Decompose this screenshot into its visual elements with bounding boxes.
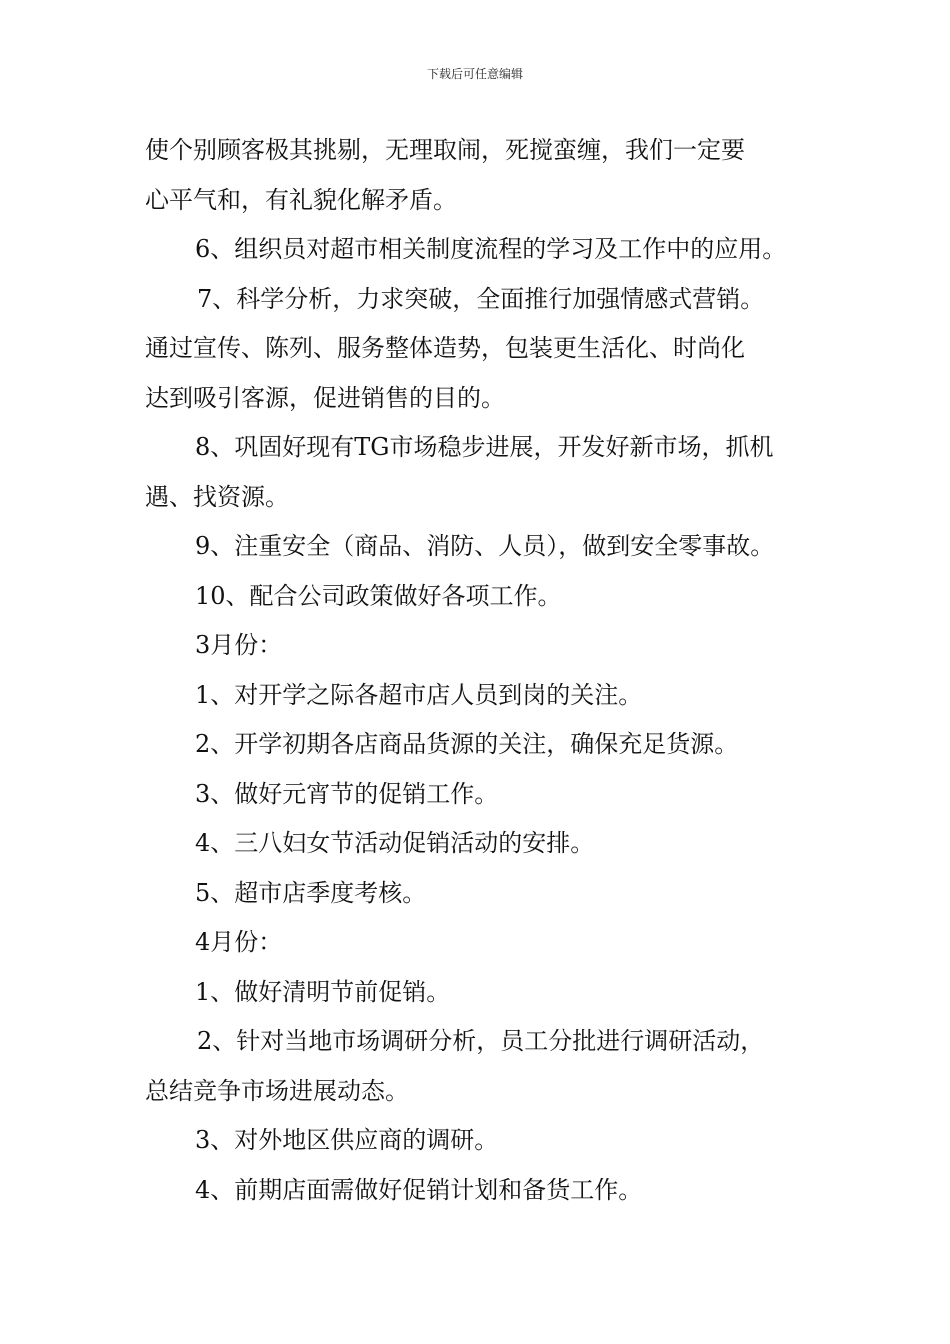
text-line: 4、三八妇女节活动促销活动的安排。: [195, 829, 595, 857]
text-line: 遇、找资源。: [145, 482, 289, 511]
text-line: 5、超市店季度考核。: [195, 878, 427, 907]
text-line: 3、做好元宵节的促销工作。: [195, 779, 499, 808]
section-heading: 4月份：: [195, 928, 283, 956]
text-line: 4、前期店面需做好促销计划和备货工作。: [195, 1175, 643, 1204]
text-line: 9、注重安全（商品、消防、人员），做到安全零事故。: [195, 532, 775, 560]
text-line: 8、巩固好现有TG市场稳步进展，开发好新市场，抓机: [195, 433, 774, 461]
text-line: 1、做好清明节前促销。: [195, 977, 451, 1006]
text-line: 2、开学初期各店商品货源的关注，确保充足货源。: [195, 730, 739, 758]
text-line: 6、组织员对超市相关制度流程的学习及工作中的应用。: [195, 235, 787, 263]
text-line: 2、针对当地市场调研分析，员工分批进行调研活动，: [197, 1027, 765, 1055]
text-line: 通过宣传、陈列、服务整体造势，包装更生活化、时尚化: [145, 334, 745, 362]
text-line: 3、对外地区供应商的调研。: [195, 1126, 499, 1154]
text-line: 7、科学分析，力求突破，全面推行加强情感式营销。: [197, 284, 765, 313]
text-line: 达到吸引客源，促进销售的目的。: [145, 383, 505, 412]
text-line: 心平气和，有礼貌化解矛盾。: [145, 185, 457, 214]
text-line: 10、配合公司政策做好各项工作。: [195, 581, 562, 610]
page-header-note: 下载后可任意编辑: [426, 67, 523, 81]
text-line: 使个别顾客极其挑剔，无理取闹，死搅蛮缠，我们一定要: [145, 136, 745, 164]
section-heading: 3月份：: [195, 631, 283, 659]
document-body: [145, 126, 813, 1215]
text-line: 总结竞争市场进展动态。: [145, 1076, 409, 1105]
text-line: 1、对开学之际各超市店人员到岗的关注。: [195, 680, 643, 709]
